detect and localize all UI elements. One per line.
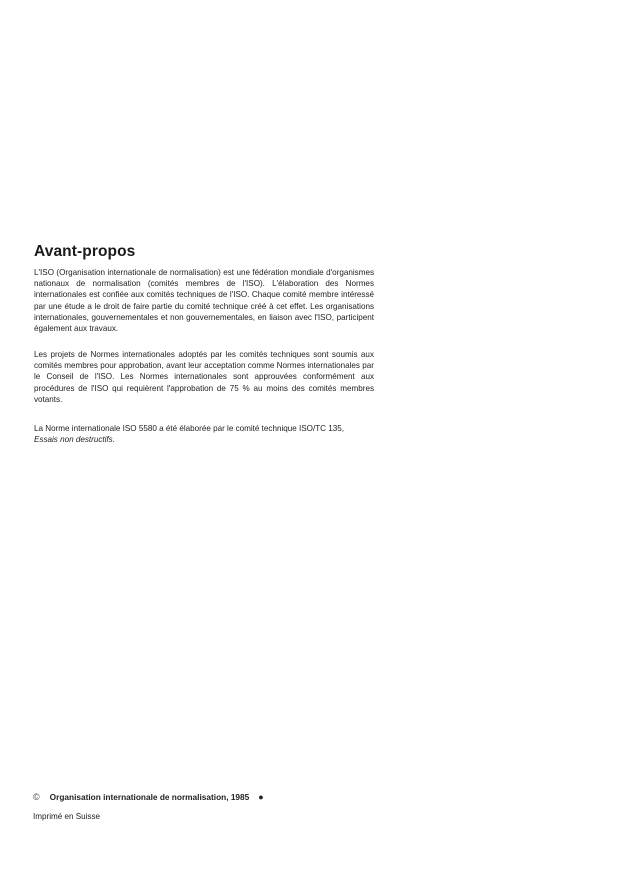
paragraph-iso-intro: L'ISO (Organisation internationale de normalisation) est une fédération mondiale d'organismes nationaux de normalisation (comités membres de l'ISO). L'élaboration des Normes internationales est confiée aux comités techniques de l'ISO. Chaque comité membre intéressé par une étude a le droit de faire partie du comité technique créé à cet effet. Les organisations internationales, gouvernementales et non gouvernementales, en liaison avec l'ISO, participent également aux travaux. xyxy=(34,268,374,334)
paragraph-approval: Les projets de Normes internationales adoptés par les comités techniques sont soumis aux comités membres pour approbation, avant leur acceptation comme Normes internationales par le Conseil de l'ISO. Les Normes internationales sont approuvées conformément aux procédures de l'ISO qui requièrent l'approbation de 75 % au moins des comités membres votants. xyxy=(34,350,374,404)
paragraph-committee xyxy=(34,423,374,445)
printed-in: Imprimé en Suisse xyxy=(33,812,101,821)
committee-text: La Norme internationale ISO 5580 a été élaborée par le comité technique ISO/TC 135, xyxy=(34,424,344,433)
bullet-icon: ● xyxy=(258,792,264,802)
copyright-icon: © xyxy=(33,792,40,802)
committee-name: Essais non destructifs. xyxy=(34,435,115,445)
copyright-text: Organisation internationale de normalisation, 1985 xyxy=(49,792,250,802)
page-title: Avant-propos xyxy=(34,243,136,260)
copyright-line xyxy=(33,792,264,802)
